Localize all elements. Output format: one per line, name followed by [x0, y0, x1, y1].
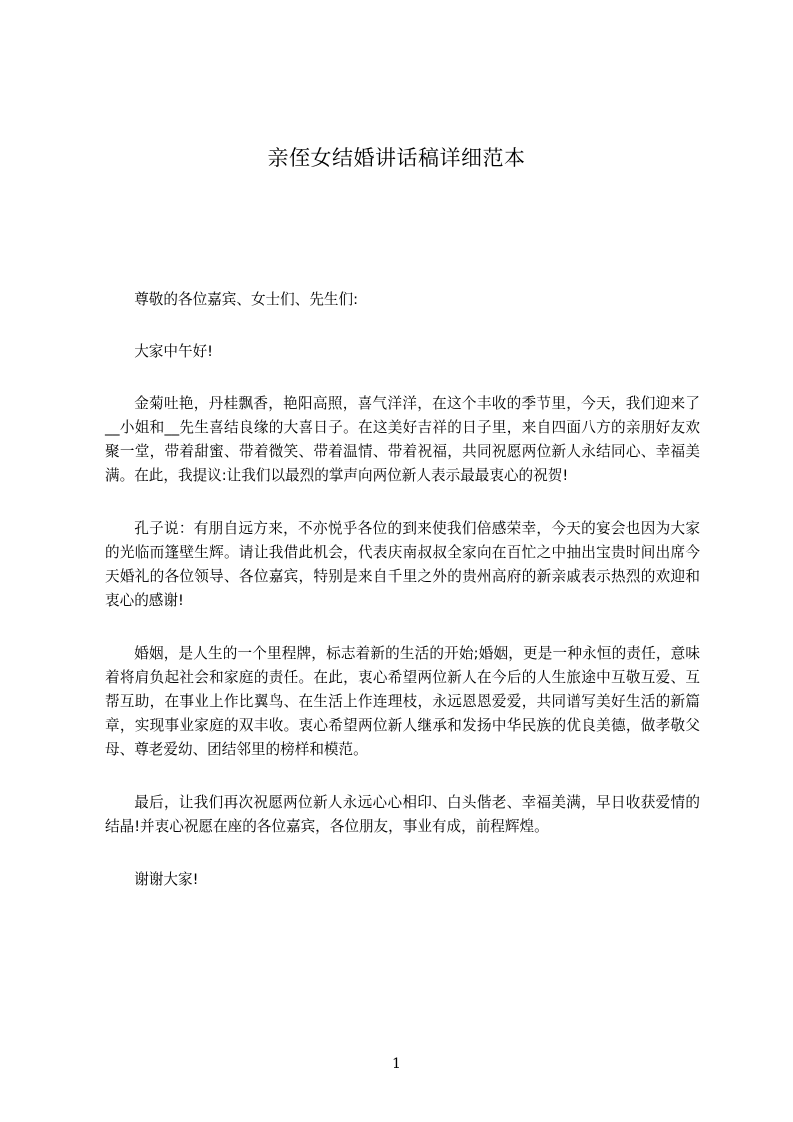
page-number: 1	[392, 1056, 401, 1072]
body-paragraph: 金菊吐艳，丹桂飘香，艳阳高照，喜气洋洋，在这个丰收的季节里，今天，我们迎来了__小姐和__先生喜结良缘的大喜日子。在这美好吉祥的日子里，来自四面八方的亲朋好友欢聚一堂，带着甜蜜、带着微笑、带着温情、带着祝福，共同祝愿两位新人永结同心、幸福美满。在此，我提议:让我们以最烈的掌声向两位新人表示最最衷心的祝贺!	[105, 395, 700, 484]
salutation-paragraph: 尊敬的各位嘉宾、女士们、先生们:	[134, 291, 359, 308]
greeting-paragraph: 大家中午好!	[134, 343, 214, 360]
body-paragraph: 最后，让我们再次祝愿两位新人永远心心相印、白头偕老、幸福美满，早日收获爱情的结晶!并衷心祝愿在座的各位嘉宾，各位朋友，事业有成，前程辉煌。	[105, 794, 700, 835]
document-title: 亲侄女结婚讲话稿详细范本	[267, 146, 526, 170]
closing-paragraph: 谢谢大家!	[134, 871, 199, 888]
body-paragraph: 孔子说：有朋自远方来，不亦悦乎各位的到来使我们倍感荣幸，今天的宴会也因为大家的光临而篷壁生辉。请让我借此机会，代表庆南叔叔全家向在百忙之中抽出宝贵时间出席今天婚礼的各位领导、各位嘉宾，特别是来自千里之外的贵州高府的新亲戚表示热烈的欢迎和衷心的感谢!	[105, 520, 700, 609]
document-body	[105, 288, 700, 920]
body-paragraph: 婚姻，是人生的一个里程牌，标志着新的生活的开始;婚姻，更是一种永恒的责任，意味着将肩负起社会和家庭的责任。在此，衷心希望两位新人在今后的人生旅途中互敬互爱、互帮互助，在事业上作比翼鸟、在生活上作连理枝，永远恩恩爱爱，共同谱写美好生活的新篇章，实现事业家庭的双丰收。衷心希望两位新人继承和发扬中华民族的优良美德，做孝敬父母、尊老爱幼、团结邻里的榜样和模范。	[105, 645, 700, 758]
